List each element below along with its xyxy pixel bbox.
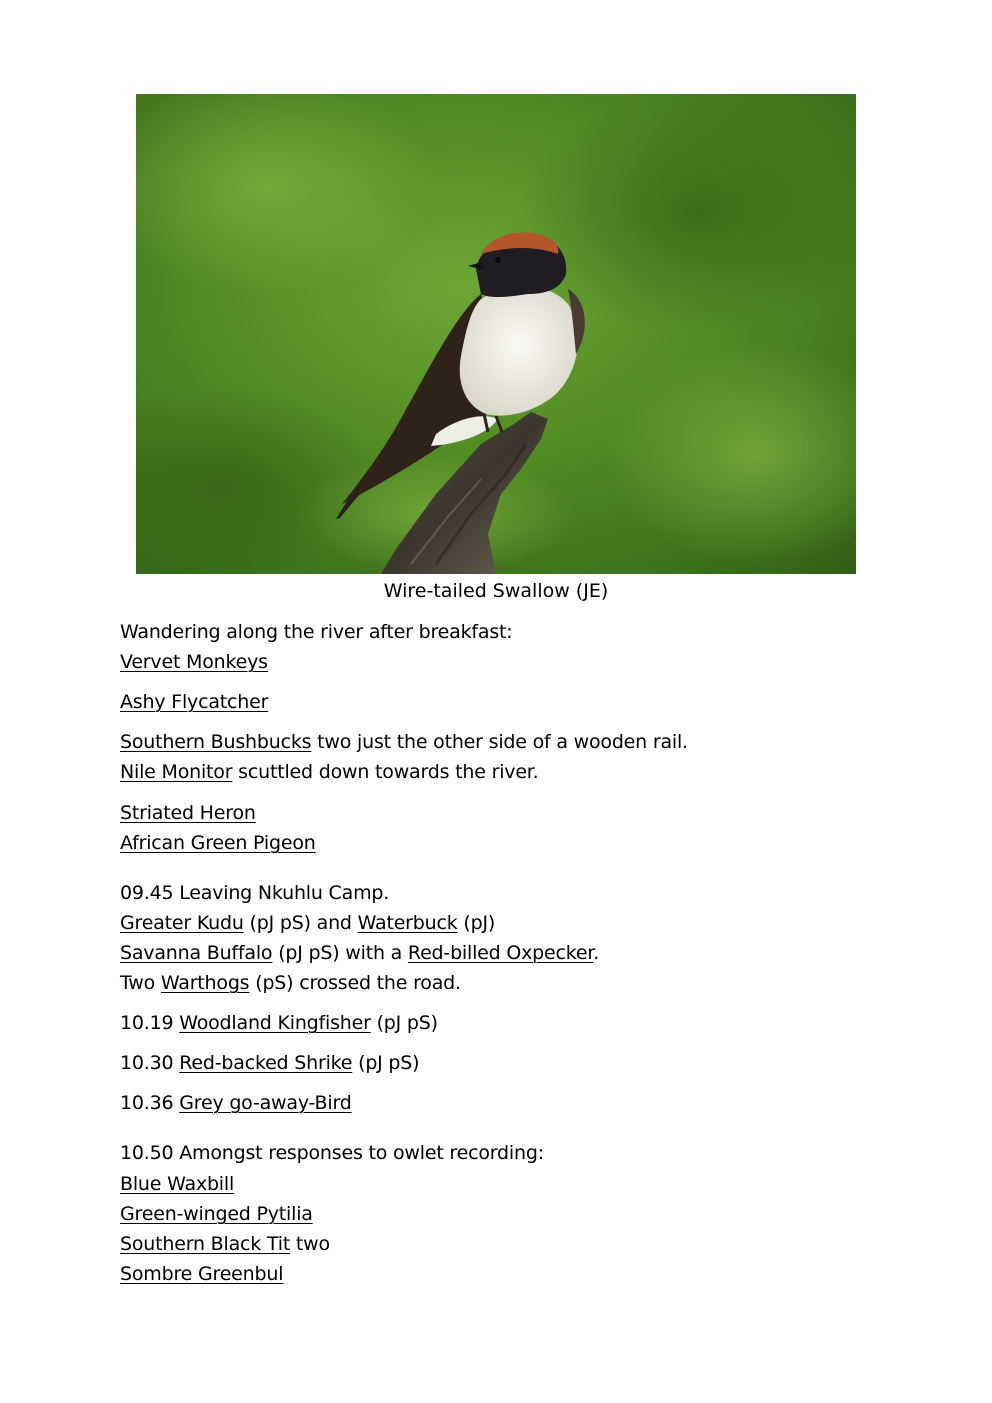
- species-link[interactable]: Nile Monitor: [120, 761, 233, 783]
- log-text: (pJ): [457, 912, 496, 934]
- log-line: [120, 1231, 330, 1257]
- log-line: [120, 1090, 352, 1116]
- species-link[interactable]: African Green Pigeon: [120, 832, 316, 854]
- log-line: [120, 910, 495, 936]
- log-text: 09.45 Leaving Nkuhlu Camp.: [120, 882, 390, 904]
- log-line: [120, 759, 539, 785]
- species-link[interactable]: Grey go-away-Bird: [179, 1092, 352, 1114]
- species-link[interactable]: Southern Bushbucks: [120, 731, 312, 753]
- species-link[interactable]: Striated Heron: [120, 802, 256, 824]
- log-text: (pJ pS): [370, 1012, 438, 1034]
- bird-photo: [136, 94, 856, 574]
- log-text: 10.30: [120, 1052, 180, 1074]
- log-text: 10.19: [120, 1012, 180, 1034]
- photo-caption: Wire-tailed Swallow (JE): [383, 580, 609, 602]
- species-link[interactable]: Red-billed Oxpecker: [407, 942, 594, 964]
- log-text: .: [593, 942, 600, 964]
- log-text: two: [290, 1233, 330, 1255]
- species-link[interactable]: Red-backed Shrike: [179, 1052, 353, 1074]
- log-text: 10.50 Amongst responses to owlet recording:: [120, 1142, 544, 1164]
- log-line: [120, 1261, 283, 1287]
- log-text: Two: [120, 972, 161, 994]
- species-link[interactable]: Waterbuck: [357, 912, 458, 934]
- species-link[interactable]: Savanna Buffalo: [120, 942, 273, 964]
- log-line: [120, 940, 599, 966]
- species-link[interactable]: Greater Kudu: [120, 912, 244, 934]
- log-line: [120, 729, 688, 755]
- species-link[interactable]: Warthogs: [160, 972, 250, 994]
- log-line: [120, 649, 268, 675]
- log-line: [120, 689, 268, 715]
- log-text: Wandering along the river after breakfast:: [120, 621, 513, 643]
- species-link[interactable]: Green-winged Pytilia: [120, 1203, 313, 1225]
- log-line: [120, 970, 461, 996]
- species-link[interactable]: Sombre Greenbul: [120, 1263, 284, 1285]
- log-text: scuttled down towards the river.: [232, 761, 539, 783]
- log-text: (pJ pS) with a: [272, 942, 408, 964]
- log-line: [120, 880, 389, 906]
- log-text: (pJ pS): [352, 1052, 420, 1074]
- log-line: [120, 800, 256, 826]
- log-text: (pJ pS) and: [243, 912, 358, 934]
- log-text: (pS) crossed the road.: [249, 972, 461, 994]
- species-link[interactable]: Woodland Kingfisher: [179, 1012, 371, 1034]
- log-line: [120, 830, 316, 856]
- species-link[interactable]: Southern Black Tit: [120, 1233, 291, 1255]
- species-link[interactable]: Blue Waxbill: [120, 1173, 235, 1195]
- log-line: [120, 1140, 544, 1166]
- log-text: 10.36: [120, 1092, 180, 1114]
- species-link[interactable]: Ashy Flycatcher: [120, 691, 269, 713]
- log-line: [120, 1171, 234, 1197]
- species-link[interactable]: Vervet Monkeys: [120, 651, 268, 673]
- log-line: [120, 1010, 438, 1036]
- log-line: [120, 1201, 313, 1227]
- log-line: [120, 1050, 419, 1076]
- log-line: [120, 619, 512, 645]
- log-text: two just the other side of a wooden rail.: [311, 731, 688, 753]
